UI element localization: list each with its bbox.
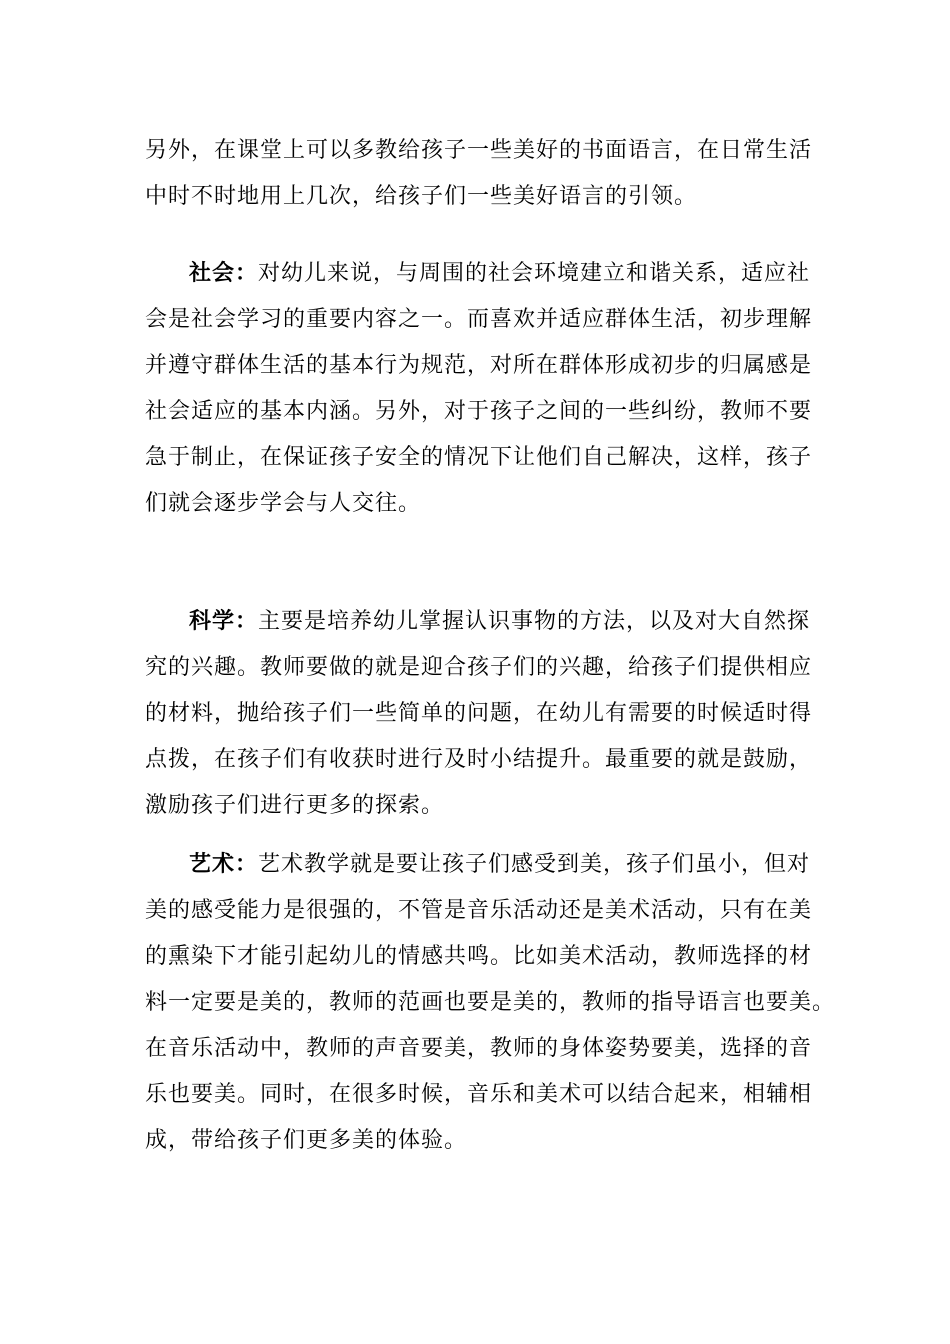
paragraph-line: 美的感受能力是很强的，不管是音乐活动还是美术活动，只有在美 [145,898,813,923]
paragraph-line: 成，带给孩子们更多美的体验。 [145,1128,468,1153]
paragraph-text: 艺术教学就是要让孩子们感受到美，孩子们虽小，但对 [258,852,811,877]
paragraph-line: 并遵守群体生活的基本行为规范，对所在群体形成初步的归属感是 [145,353,813,378]
paragraph-line: 在音乐活动中，教师的声音要美，教师的身体姿势要美，选择的音 [145,1036,813,1061]
paragraph-line: 料一定要是美的，教师的范画也要是美的，教师的指导语言也要美。 [145,990,836,1015]
art-heading: 艺术： [189,851,259,877]
paragraph-line: 的熏染下才能引起幼儿的情感共鸣。比如美术活动，教师选择的材 [145,944,813,969]
paragraph-line: 们就会逐步学会与人交往。 [145,491,422,516]
paragraph-line: 的材料，抛给孩子们一些简单的问题，在幼儿有需要的时候适时得 [145,701,813,726]
paragraph-line: 究的兴趣。教师要做的就是迎合孩子们的兴趣，给孩子们提供相应 [145,655,813,680]
paragraph-first-line [145,598,810,645]
paragraph-text: 对幼儿来说，与周围的社会环境建立和谐关系，适应社 [258,261,811,286]
paragraph-line: 另外，在课堂上可以多教给孩子一些美好的书面语言，在日常生活 [145,138,813,163]
paragraph-line: 社会适应的基本内涵。另外，对于孩子之间的一些纠纷，教师不要 [145,399,813,424]
paragraph-line: 点拨，在孩子们有收获时进行及时小结提升。最重要的就是鼓励， [145,747,813,772]
paragraph-first-line [145,841,810,888]
social-heading: 社会： [189,260,259,286]
intro-paragraph [145,128,813,220]
paragraph-line: 乐也要美。同时，在很多时候，音乐和美术可以结合起来，相辅相 [145,1082,813,1107]
paragraph-line: 急于制止，在保证孩子安全的情况下让他们自己解决，这样，孩子 [145,445,813,470]
paragraph-line: 激励孩子们进行更多的探索。 [145,793,445,818]
science-heading: 科学： [189,608,259,634]
paragraph-first-line [145,250,810,297]
paragraph-line: 会是社会学习的重要内容之一。而喜欢并适应群体生活，初步理解 [145,307,813,332]
paragraph-text: 主要是培养幼儿掌握认识事物的方法，以及对大自然探 [258,609,811,634]
paragraph-line: 中时不时地用上几次，给孩子们一些美好语言的引领。 [145,184,698,209]
art-paragraph [145,841,836,1164]
science-paragraph [145,598,813,829]
social-paragraph [145,250,813,527]
